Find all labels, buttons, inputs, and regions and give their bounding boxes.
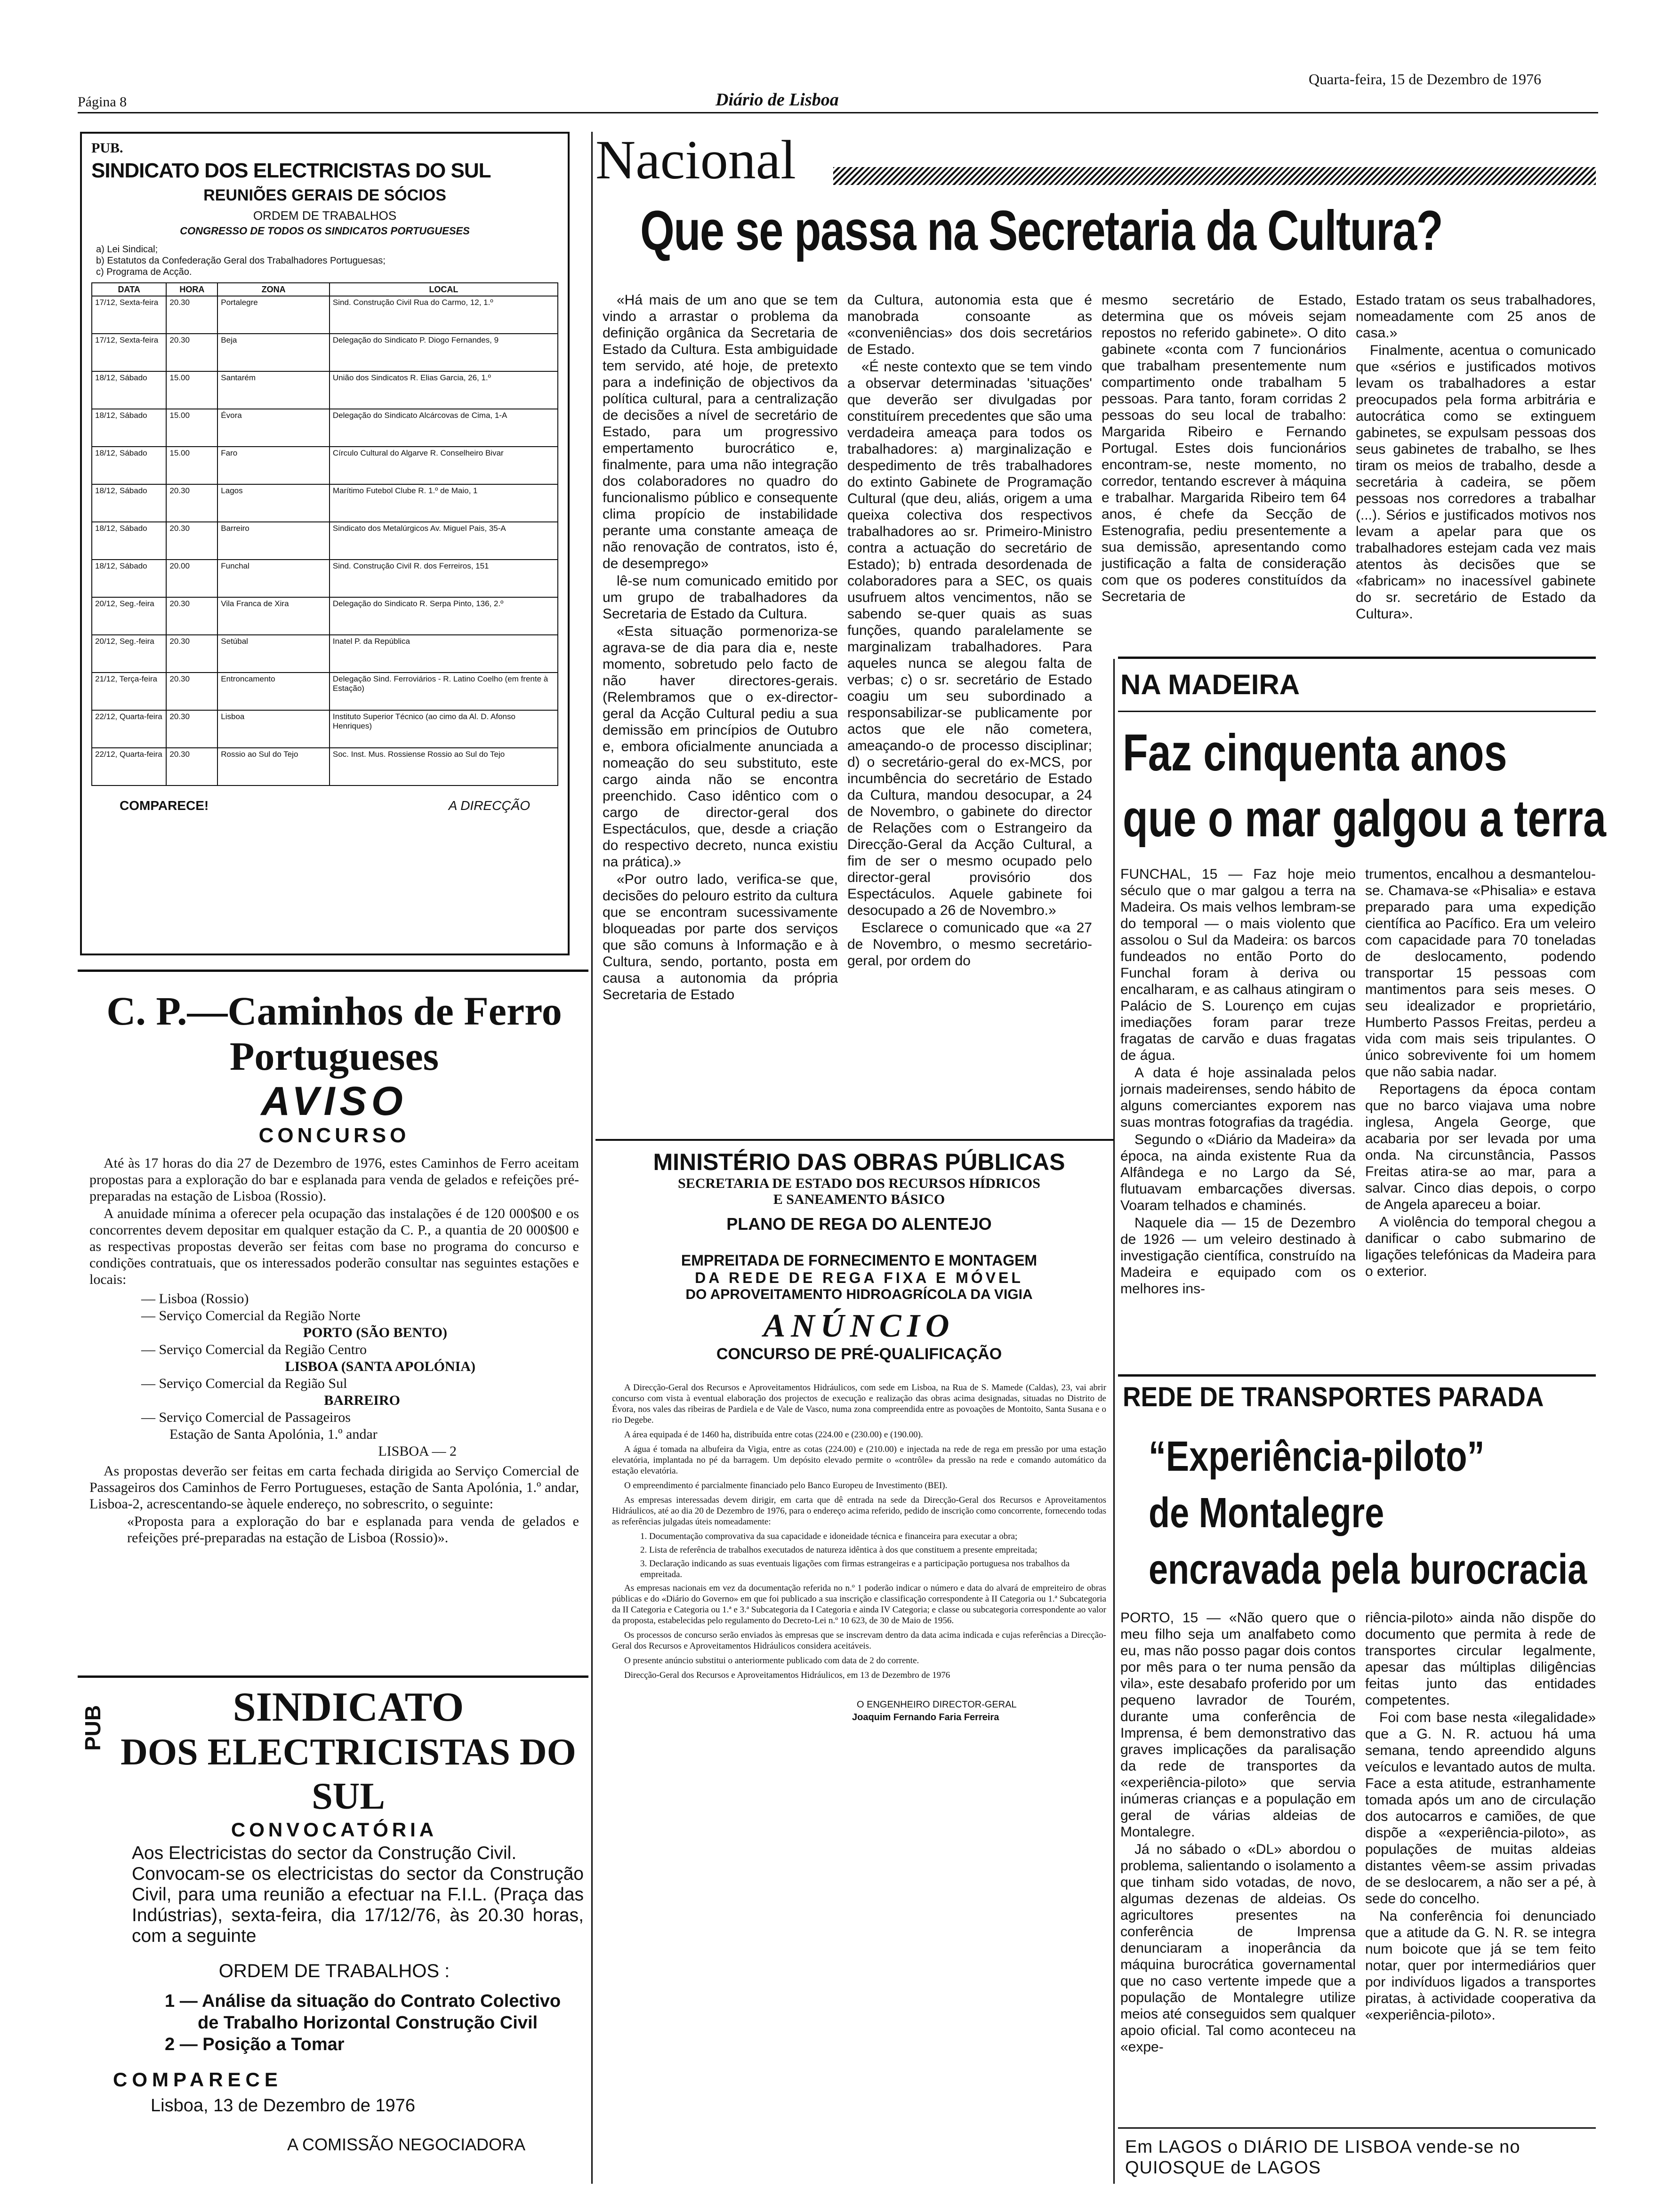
table-cell-hora: 20.30 — [166, 635, 217, 673]
mop-sign-name: Joaquim Fernando Faria Ferreira — [852, 1712, 999, 1723]
table-cell-local: Delegação Sind. Ferroviários - R. Latino Coelho (em frente à Estação) — [330, 673, 558, 710]
paragraph: trumentos, encalhou a desmantelou-se. Chamava-se «Phisalia» e estava preparado para uma expedição científica ao Pacífico. Era um veleiro com capacidade para 70 toneladas de deslocamento, podendo transportar 15 pessoas com mantimentos para seis meses. O seu idealizador e proprietário, Humberto Passos Freitas, perdeu a vida com mais seis tripulantes. O único sobrevivente foi um homem que não sabia nadar. — [1365, 866, 1596, 1080]
table-cell-hora: 20.30 — [166, 597, 217, 635]
transportes-kicker: REDE DE TRANSPORTES PARADA — [1123, 1382, 1544, 1412]
table-cell-data: 18/12, Sábado — [92, 447, 166, 484]
convoc-text: Convocam-se os electricistas do sector da Construção Civil, para uma reunião a efectuar na F.I.L. (Praça das Indústrias), sexta-feira, dia 17/12/76, às 20.30 horas, com a seguinte — [132, 1864, 584, 1946]
table-cell-data: 18/12, Sábado — [92, 409, 166, 447]
table-row — [92, 673, 558, 710]
table-row — [92, 710, 558, 748]
table-cell-data: 20/12, Seg.-feira — [92, 597, 166, 635]
table-cell-zona: Entroncamento — [217, 673, 330, 710]
table-cell-zona: Lisboa — [217, 710, 330, 748]
madeira-col-2 — [1365, 866, 1596, 1281]
nacional-col-2 — [847, 292, 1092, 970]
table-cell-zona: Santarém — [217, 371, 330, 409]
mop-list-item: 1. Documentação comprovativa da sua capacidade e idoneidade técnica e financeira para executar a obra; — [640, 1531, 1018, 1541]
paragraph: Esclarece o comunicado que «a 27 de Novembro, o mesmo secretário-geral, por ordem do — [847, 920, 1092, 969]
convoc-item: de Trabalho Horizontal Construção Civil — [198, 2013, 538, 2033]
mop-ad — [612, 1148, 1106, 2184]
table-cell-local: Sind. Construção Civil R. dos Ferreiros, 151 — [330, 560, 558, 597]
table-row — [92, 334, 558, 371]
table-cell-local: Instituto Superior Técnico (ao cimo da Al. D. Afonso Henriques) — [330, 710, 558, 748]
table-row — [92, 296, 558, 334]
masthead: Diário de Lisboa — [716, 90, 839, 110]
col-header: HORA — [166, 283, 217, 296]
table-cell-zona: Beja — [217, 334, 330, 371]
paragraph: mesmo secretário de Estado, determina que os móveis sejam repostos no referido gabinete». O dito gabinete «conta com 7 funcionários que trabalham presentemente num compartimento onde trabalham 5 pessoas. Para tanto, foram corridas 2 pessoas do seu local de trabalho: Margarida Ribeiro e Fernando Portugal. Estes dois funcionários encontram-se, neste momento, no corredor, tentando escrever à máquina e trabalhar. Margarida Ribeiro tem 64 anos, é chefe da Secção de Estenografia, pediu presentemente a sua demissão, apresentando como justificação a falta de consideração com que os poderes constituídos da Secretaria de — [1102, 292, 1346, 604]
table-cell-zona: Portalegre — [217, 296, 330, 334]
paragraph: «Há mais de um ano que se tem vindo a arrastar o problema da definição orgânica da Secretaria de Estado da Cultura. Esta ambiguidade tem servido, até hoje, de pretexto para a indefinição de objectivos da política cultural, para a centralização de decisões a nível de secretário de Estado, para um progressivo empertamento burocrático e, finalmente, para uma não integração dos colaboradores no quadro do funcionalismo público e consequente clima propício de instabilidade perante uma constante ameaça de não renovação de contratos, isto é, de desemprego» — [603, 292, 838, 571]
transportes-headline-2: de Montalegre — [1149, 1490, 1384, 1537]
table-cell-zona: Évora — [217, 409, 330, 447]
cp-location: — Lisboa (Rossio) — [141, 1291, 249, 1306]
paragraph: Estado tratam os seus trabalhadores, nomeadamente com 25 anos de casa.» — [1356, 292, 1596, 341]
paragraph: riência-piloto» ainda não dispõe do documento que permita à rede de transportes circular legalmente, apesar das múltiplas diligências feitas junto das entidades competentes. — [1365, 1610, 1596, 1708]
table-row — [92, 560, 558, 597]
convoc-item: 2 — Posição a Tomar — [165, 2035, 345, 2054]
table-row — [92, 522, 558, 560]
table-cell-local: Inatel P. da República — [330, 635, 558, 673]
table-cell-data: 18/12, Sábado — [92, 484, 166, 522]
col-header: DATA — [92, 283, 166, 296]
agenda-item: a) Lei Sindical; — [96, 244, 158, 255]
section-hatch — [833, 167, 1596, 185]
agenda-item: c) Programa de Acção. — [96, 267, 192, 277]
mop-paragraph: Direcção-Geral dos Recursos e Aproveitamentos Hidráulicos, em 13 de Dezembro de 1976 — [624, 1670, 950, 1680]
paragraph: Segundo o «Diário da Madeira» da época, na ainda existente Rua da Alfândega e no Largo da Sé, flutuavam embarcações diversas. Voaram telhados e chaminés. — [1120, 1132, 1356, 1213]
table-cell-data: 17/12, Sexta-feira — [92, 296, 166, 334]
sindicato-title: SINDICATO DOS ELECTRICISTAS DO SUL — [91, 159, 491, 182]
convoc-date: Lisboa, 13 de Dezembro de 1976 — [151, 2096, 415, 2116]
table-cell-hora: 15.00 — [166, 371, 217, 409]
convoc-heading: CONVOCATÓRIA — [231, 1819, 438, 1841]
cp-aviso: AVISO — [261, 1079, 408, 1124]
table-cell-data: 20/12, Seg.-feira — [92, 635, 166, 673]
cp-paragraph: A anuidade mínima a oferecer pela ocupação das instalações é de 120 000$00 e os concorrentes devem depositar em qualquer estação da C. P., a quantia de 20 000$00 e as respectivas propostas deverão ser feitas com base no programa do concurso e condições contratuais, que os interessados poderão consultar nas seguintes estações e locais: — [89, 1206, 579, 1287]
cp-location: — Serviço Comercial da Região Sul — [141, 1376, 347, 1391]
mop-paragraph: A água é tomada na albufeira da Vigia, entre as cotas (224.00) e (210.00) e injectada na rede de rega em pressão por uma estação elevatória, implantada no pé da barragem. Um depósito elevado permite o «contrôle» da pressão na rede e comando automático da estação elevatória. — [612, 1444, 1106, 1476]
convoc-text: Aos Electricistas do sector da Construção Civil. — [132, 1843, 517, 1863]
table-cell-zona: Rossio ao Sul do Tejo — [217, 748, 330, 785]
table-cell-data: 18/12, Sábado — [92, 371, 166, 409]
table-row — [92, 371, 558, 409]
comparece-label: COMPARECE! — [120, 798, 209, 813]
mop-list-item: 2. Lista de referência de trabalhos executados de natureza idêntica à dos que constituem a presente empreitada; — [640, 1545, 1038, 1555]
table-cell-data: 18/12, Sábado — [92, 560, 166, 597]
paragraph: «Por outro lado, verifica-se que, decisões do pelouro estrito da cultura que se encontram sucessivamente bloqueadas por parte dos serviços que são comuns à Informação e à Cultura, sendo, portanto, posta em causa a autonomia da própria Secretaria de Estado — [603, 872, 838, 1002]
agenda-item: b) Estatutos da Confederação Geral dos Trabalhadores Portuguesas; — [96, 256, 386, 266]
pub-label: PUB. — [91, 140, 123, 156]
nacional-col-4 — [1356, 292, 1596, 623]
nacional-col-1 — [603, 292, 838, 1004]
mop-paragraph: As empresas interessadas devem dirigir, em carta que dê entrada na sede da Direcção-Geral dos Recursos e Aproveitamentos Hidráulicos, até ao dia 20 de Dezembro de 1976, para o endereço acima referido, pedido de inscrição como concorrente, fornecendo todas as referências julgadas úteis nomeadamente: — [612, 1495, 1106, 1527]
mop-subtitle: E SANEAMENTO BÁSICO — [773, 1192, 945, 1207]
convoc-sign: A COMISSÃO NEGOCIADORA — [287, 2135, 526, 2154]
mop-paragraph: A área equipada é de 1460 ha, distribuída entre cotas (224.00 e (230.00) e (190.00). — [624, 1430, 923, 1440]
cp-ad — [89, 988, 579, 1547]
direccao-label: A DIRECÇÃO — [448, 798, 530, 813]
paragraph: «Esta situação pormenoriza-se agrava-se de dia para dia e, neste momento, sobretudo pelo facto de não haver directores-gerais. (Relembramos que o ex-director-geral da Acção Cultural pediu a sua demissão em princípios de Outubro e, embora oficialmente anunciada a nomeação do seu substituto, este cargo ainda não se encontra preenchido. Caso idêntico com o cargo de director-geral dos Espectáculos, que, desde a criação do respectivo decreto, nunca existiu na prática).» — [603, 624, 838, 870]
congress-label: CONGRESSO DE TODOS OS SINDICATOS PORTUGUESES — [180, 225, 470, 237]
cp-location: LISBOA (SANTA APOLÓNIA) — [285, 1359, 475, 1374]
mop-subtitle: SECRETARIA DE ESTADO DOS RECURSOS HÍDRICOS — [678, 1176, 1040, 1191]
table-row — [92, 484, 558, 522]
paragraph: A violência do temporal chegou a danificar o cabo submarino de ligações telefónicas da Madeira para o exterior. — [1365, 1214, 1596, 1279]
table-row — [92, 597, 558, 635]
table-cell-local: Marítimo Futebol Clube R. 1.º de Maio, 1 — [330, 484, 558, 522]
madeira-col-1 — [1120, 866, 1356, 1298]
transportes-headline-3: encravada pela burocracia — [1149, 1546, 1587, 1593]
paragraph: Já no sábado o «DL» abordou o problema, salientando o isolamento a que tinham sido votadas, de novo, algumas dezenas de aldeias. Os agricultores presentes na conferência de Imprensa denunciaram a inoperância da máquina burocrática governamental que no caso vertente impede que a população de Montalegre utilize meios até conseguidos sem qualquer apoio oficial. Tal como aconteceu na «expe- — [1120, 1842, 1356, 2055]
table-cell-hora: 15.00 — [166, 447, 217, 484]
cp-location: Estação de Santa Apolónia, 1.º andar — [169, 1427, 378, 1442]
table-cell-data: 18/12, Sábado — [92, 522, 166, 560]
mop-paragraph: A Direcção-Geral dos Recursos e Aproveitamentos Hidráulicos, com sede em Lisboa, na Rua de S. Mamede (Caldas), 23, vai abrir concurso com vista à eventual elaboração dos projectos de execução e realização das obras acima designadas, situadas no Distrito de Évora, nos vales das ribeiras de Pardiela e de Vale de Vasco, numa zona compreendida entre as povoações de Montoito, Santa Susana e o rio Degebe. — [612, 1383, 1106, 1425]
table-row — [92, 635, 558, 673]
table-cell-hora: 20.30 — [166, 710, 217, 748]
table-cell-zona: Funchal — [217, 560, 330, 597]
cp-location: BARREIRO — [324, 1393, 400, 1408]
convocatoria-ad — [80, 1684, 584, 2179]
table-row — [92, 409, 558, 447]
lagos-notice: Em LAGOS o DIÁRIO DE LISBOA vende-se no QUIOSQUE de LAGOS — [1125, 2137, 1520, 2178]
col-header: LOCAL — [330, 283, 558, 296]
table-cell-hora: 20.00 — [166, 560, 217, 597]
mop-concurso: CONCURSO DE PRÉ-QUALIFICAÇÃO — [716, 1345, 1002, 1363]
paragraph: Na conferência foi denunciado que a atitude da G. N. R. se integra num boicote que já se tem feito notar, quer por intermediários quer por indivíduos ligados a transportes piratas, à actividade cooperativa da «experiência-piloto». — [1365, 1908, 1596, 2023]
mop-paragraph: O presente anúncio substitui o anteriormente publicado com data de 2 do corrente. — [624, 1656, 919, 1666]
page-number: Página 8 — [78, 94, 127, 110]
table-cell-local: Delegação do Sindicato P. Diogo Fernandes, 9 — [330, 334, 558, 371]
table-cell-hora: 20.30 — [166, 522, 217, 560]
mop-empreitada: EMPREITADA DE FORNECIMENTO E MONTAGEM — [681, 1252, 1038, 1269]
table-cell-zona: Vila Franca de Xira — [217, 597, 330, 635]
convoc-ordem: ORDEM DE TRABALHOS : — [218, 1961, 450, 1981]
paragraph: «É neste contexto que se tem vindo a observar determinadas 'situações' que deverão ser divulgadas por constituírem precedentes que são uma verdadeira ameaça para todos os trabalhadores: a) marginalização e despedimento de três trabalhadores do extinto Gabinete de Programação Cultural (que deu, aliás, origem a uma queixa colectiva dos respectivos trabalhadores ao sr. Primeiro-Ministro contra a actuação do secretário de Estado); b) entrada desordenada de colaboradores para a SEC, os quais usufruem altos vencimentos, não se sabendo se-quer quais as suas funções, quando paralelamente se marginalizam trabalhadores. Para aqueles nunca se alegou falta de verbas; c) o sr. secretário de Estado coagiu um seu subordinado a responsabilizar-se publicamente por actos que ele não cometera, ameaçando-o de processo disciplinar; d) o secretário-geral do ex-MCS, por incumbência do secretário de Estado da Cultura, mandou desocupar, a 24 de Novembro, o gabinete do director de Relações com o Estrangeiro da Direcção-Geral da Acção Cultural, a fim de ser o mesmo ocupado pelo director-geral provisório dos Espectáculos. Aquele gabinete foi desocupado a 26 de Novembro.» — [847, 359, 1092, 918]
agenda-label: ORDEM DE TRABALHOS — [253, 208, 397, 223]
paragraph: Foi com base nesta «ilegalidade» que a G. N. R. actuou há uma semana, tendo apreendido alguns veículos e levantado autos de multa. Face a esta atitude, estranhamente tomada após um ano de circulação dos autocarros e camiões, de que dispõe a «experiência-piloto», as populações de muitas aldeias distantes vêem-se assim privadas de se deslocarem, a não ser a pé, à sede do concelho. — [1365, 1710, 1596, 1907]
transportes-col-1 — [1120, 1610, 1356, 2056]
mop-paragraph: Os processos de concurso serão enviados às empresas que se inscrevam dentro da data acima indicada e cujas referências a Direcção-Geral dos Recursos e Aproveitamentos Hidráulicos considera aceitáveis. — [612, 1630, 1106, 1651]
paragraph: Finalmente, acentua o comunicado que «sérios e justificados motivos levam os trabalhadores a estar preocupados pela forma arbitrária e autocrática como se extinguem gabinetes, se expulsam pessoas dos seus gabinetes de trabalho, se lhes tiram os meios de trabalho, desde a secretária à cadeira, se põem pessoas nos corredores a trabalhar (...). Sérios e justificados motivos nos levam a apelar para que os trabalhadores estejam cada vez mais atentos às decisões que se «fabricam» no inacessível gabinete do sr. secretário de Estado da Cultura». — [1356, 343, 1596, 622]
table-cell-hora: 20.30 — [166, 484, 217, 522]
section-title: Nacional — [595, 129, 796, 191]
paragraph: A data é hoje assinalada pelos jornais madeirenses, sendo hábito de alguns comerciantes exporem nas suas montras fotografias da tragédia. — [1120, 1065, 1356, 1130]
madeira-headline-2: que o mar galgou a terra — [1123, 790, 1606, 848]
mop-anuncio: ANÚNCIO — [763, 1308, 955, 1344]
table-cell-zona: Setúbal — [217, 635, 330, 673]
cp-location: — Serviço Comercial da Região Centro — [141, 1342, 367, 1357]
pub-vertical: PUB — [80, 1705, 105, 1751]
table-cell-hora: 20.30 — [166, 296, 217, 334]
mop-plan: PLANO DE REGA DO ALENTEJO — [726, 1214, 992, 1234]
table-cell-data: 17/12, Sexta-feira — [92, 334, 166, 371]
mop-empreitada: DA REDE DE REGA FIXA E MÓVEL — [695, 1269, 1023, 1286]
cp-paragraph: «Proposta para a exploração do bar e esplanada para venda de gelados e refeições pré-preparadas na estação de Lisboa (Rossio)». — [127, 1514, 579, 1546]
table-cell-local: Círculo Cultural do Algarve R. Conselheiro Bivar — [330, 447, 558, 484]
table-cell-local: Delegação do Sindicato Alcárcovas de Cima, 1-A — [330, 409, 558, 447]
paragraph: da Cultura, autonomia esta que é manobrada consoante as «conveniências» dos dois secretários de Estado. — [847, 292, 1092, 357]
table-row — [92, 447, 558, 484]
convoc-comparece: COMPARECE — [113, 2068, 282, 2091]
table-cell-zona: Lagos — [217, 484, 330, 522]
table-cell-local: Delegação do Sindicato R. Serpa Pinto, 136, 2.º — [330, 597, 558, 635]
meetings-table — [91, 282, 558, 786]
cp-location: PORTO (SÃO BENTO) — [303, 1325, 447, 1340]
table-cell-hora: 15.00 — [166, 409, 217, 447]
paragraph: PORTO, 15 — «Não quero que o meu filho seja um analfabeto como eu, mas não posso pagar dois contos por mês para o ter numa pensão da vila», este desabafo proferido por um pequeno lavrador de Tourém, durante uma conferência de Imprensa, é bem demonstrativo das graves implicações da paralisação da rede de transportes da «experiência-piloto» que servia inúmeras crianças e a população em geral de várias aldeias de Montalegre. — [1120, 1610, 1356, 1840]
cp-title-2: Portugueses — [229, 1034, 439, 1079]
table-cell-data: 22/12, Quarta-feira — [92, 710, 166, 748]
table-cell-local: Sind. Construção Civil Rua do Carmo, 12, 1.º — [330, 296, 558, 334]
transportes-col-2 — [1365, 1610, 1596, 2024]
cp-location: LISBOA — 2 — [378, 1443, 457, 1459]
paragraph: Reportagens da época contam que no barco viajava uma nobre inglesa, Angela George, que acabaria por ser levada por uma onda. Na circunstância, Passos Freitas atira-se ao mar, para a salvar. Cinco dias depois, o corpo de Angela apareceu a boiar. — [1365, 1082, 1596, 1212]
table-cell-data: 21/12, Terça-feira — [92, 673, 166, 710]
mop-sign: O ENGENHEIRO DIRECTOR-GERAL — [857, 1699, 1017, 1710]
cp-paragraph: Até às 17 horas do dia 27 de Dezembro de 1976, estes Caminhos de Ferro aceitam propostas para a exploração do bar e esplanada para venda de gelados e refeições pré-preparadas na estação de Lisboa (Rossio). — [89, 1155, 579, 1204]
cp-body — [89, 1155, 579, 1288]
cp-concurso: CONCURSO — [258, 1124, 410, 1147]
convoc-title-2: DOS ELECTRICISTAS DO SUL — [121, 1731, 576, 1817]
paragraph: lê-se num comunicado emitido por um grupo de trabalhadores da Secretaria de Estado da Cultura. — [603, 573, 838, 622]
madeira-headline: Faz cinquenta anos — [1123, 724, 1507, 782]
paragraph: Naquele dia — 15 de Dezembro de 1926 — um veleiro destinado à investigação científica, construído na Madeira e equipado com os melhores ins- — [1120, 1215, 1356, 1297]
mop-paragraph: As empresas nacionais em vez da documentação referida no n.º 1 poderão indicar o número e data do alvará de empreiteiro de obras públicas e do «Diário do Governo» em que foi publicado a sua inscrição e classificação correspondente à II Categoria ou 1.ª Subcategoria da II Categoria e Categoria ou 1.ª e 3.ª Subcategoria da I Categoria e ainda IV Categoria; e classe ou subcategoria correspondente ao valor da proposta, estabelecidas pelo regulamento do Decreto-Lei n.º 10 623, de 30 de Maio de 1956. — [612, 1583, 1106, 1626]
table-cell-hora: 20.30 — [166, 748, 217, 785]
col-header: ZONA — [217, 283, 330, 296]
cp-location: — Serviço Comercial da Região Norte — [141, 1308, 361, 1323]
table-cell-local: União dos Sindicatos R. Elias Garcia, 26, 1.º — [330, 371, 558, 409]
sindicato-subtitle: REUNIÕES GERAIS DE SÓCIOS — [203, 186, 446, 204]
table-cell-local: Sindicato dos Metalúrgicos Av. Miguel Pais, 35-A — [330, 522, 558, 560]
mop-paragraph: O empreendimento é parcialmente financiado pelo Banco Europeu de Investimento (BEI). — [624, 1481, 948, 1491]
convoc-item: 1 — Análise da situação do Contrato Colectivo — [165, 1991, 561, 2011]
page-date: Quarta-feira, 15 de Dezembro de 1976 — [1309, 71, 1541, 88]
sindicato-ad — [80, 132, 570, 955]
convoc-title: SINDICATO — [233, 1684, 464, 1730]
table-cell-local: Soc. Inst. Mus. Rossiense Rossio ao Sul do Tejo — [330, 748, 558, 785]
table-row — [92, 748, 558, 785]
mop-title: MINISTÉRIO DAS OBRAS PÚBLICAS — [653, 1149, 1065, 1175]
table-cell-hora: 20.30 — [166, 334, 217, 371]
table-cell-zona: Barreiro — [217, 522, 330, 560]
table-cell-zona: Faro — [217, 447, 330, 484]
cp-paragraph: As propostas deverão ser feitas em carta fechada dirigida ao Serviço Comercial de Passageiros dos Caminhos de Ferro Portugueses, estação de Santa Apolónia, 1.º andar, Lisboa-2, acrescentando-se àquele endereço, no sobrescrito, o seguinte: — [89, 1463, 579, 1512]
paragraph: FUNCHAL, 15 — Faz hoje meio século que o mar galgou a terra na Madeira. Os mais velhos lembram-se do temporal — o mais violento que assolou o Sul da Madeira: os barcos fundeados no então Porto do Funchal foram à deriva ou encalharam, e as calhaus atingiram o Palácio de S. Lourenço em cujas imediações foram parar treze fragatas de carvão e duas fragatas de água. — [1120, 866, 1356, 1063]
madeira-kicker: NA MADEIRA — [1120, 669, 1300, 700]
mop-list-item: 3. Declaração indicando as suas eventuais ligações com firmas estrangeiras e a participação portuguesa nos trabalhos da empreitada. — [640, 1559, 1070, 1579]
mop-empreitada: DO APROVEITAMENTO HIDROAGRÍCOLA DA VIGIA — [685, 1287, 1033, 1302]
table-cell-hora: 20.30 — [166, 673, 217, 710]
cp-location: — Serviço Comercial de Passageiros — [141, 1410, 351, 1425]
table-cell-data: 22/12, Quarta-feira — [92, 748, 166, 785]
transportes-headline: “Experiência-piloto” — [1149, 1433, 1485, 1480]
cp-title: C. P.—Caminhos de Ferro — [106, 988, 562, 1034]
nacional-headline: Que se passa na Secretaria da Cultura? — [640, 199, 1443, 262]
nacional-col-3 — [1102, 292, 1346, 606]
